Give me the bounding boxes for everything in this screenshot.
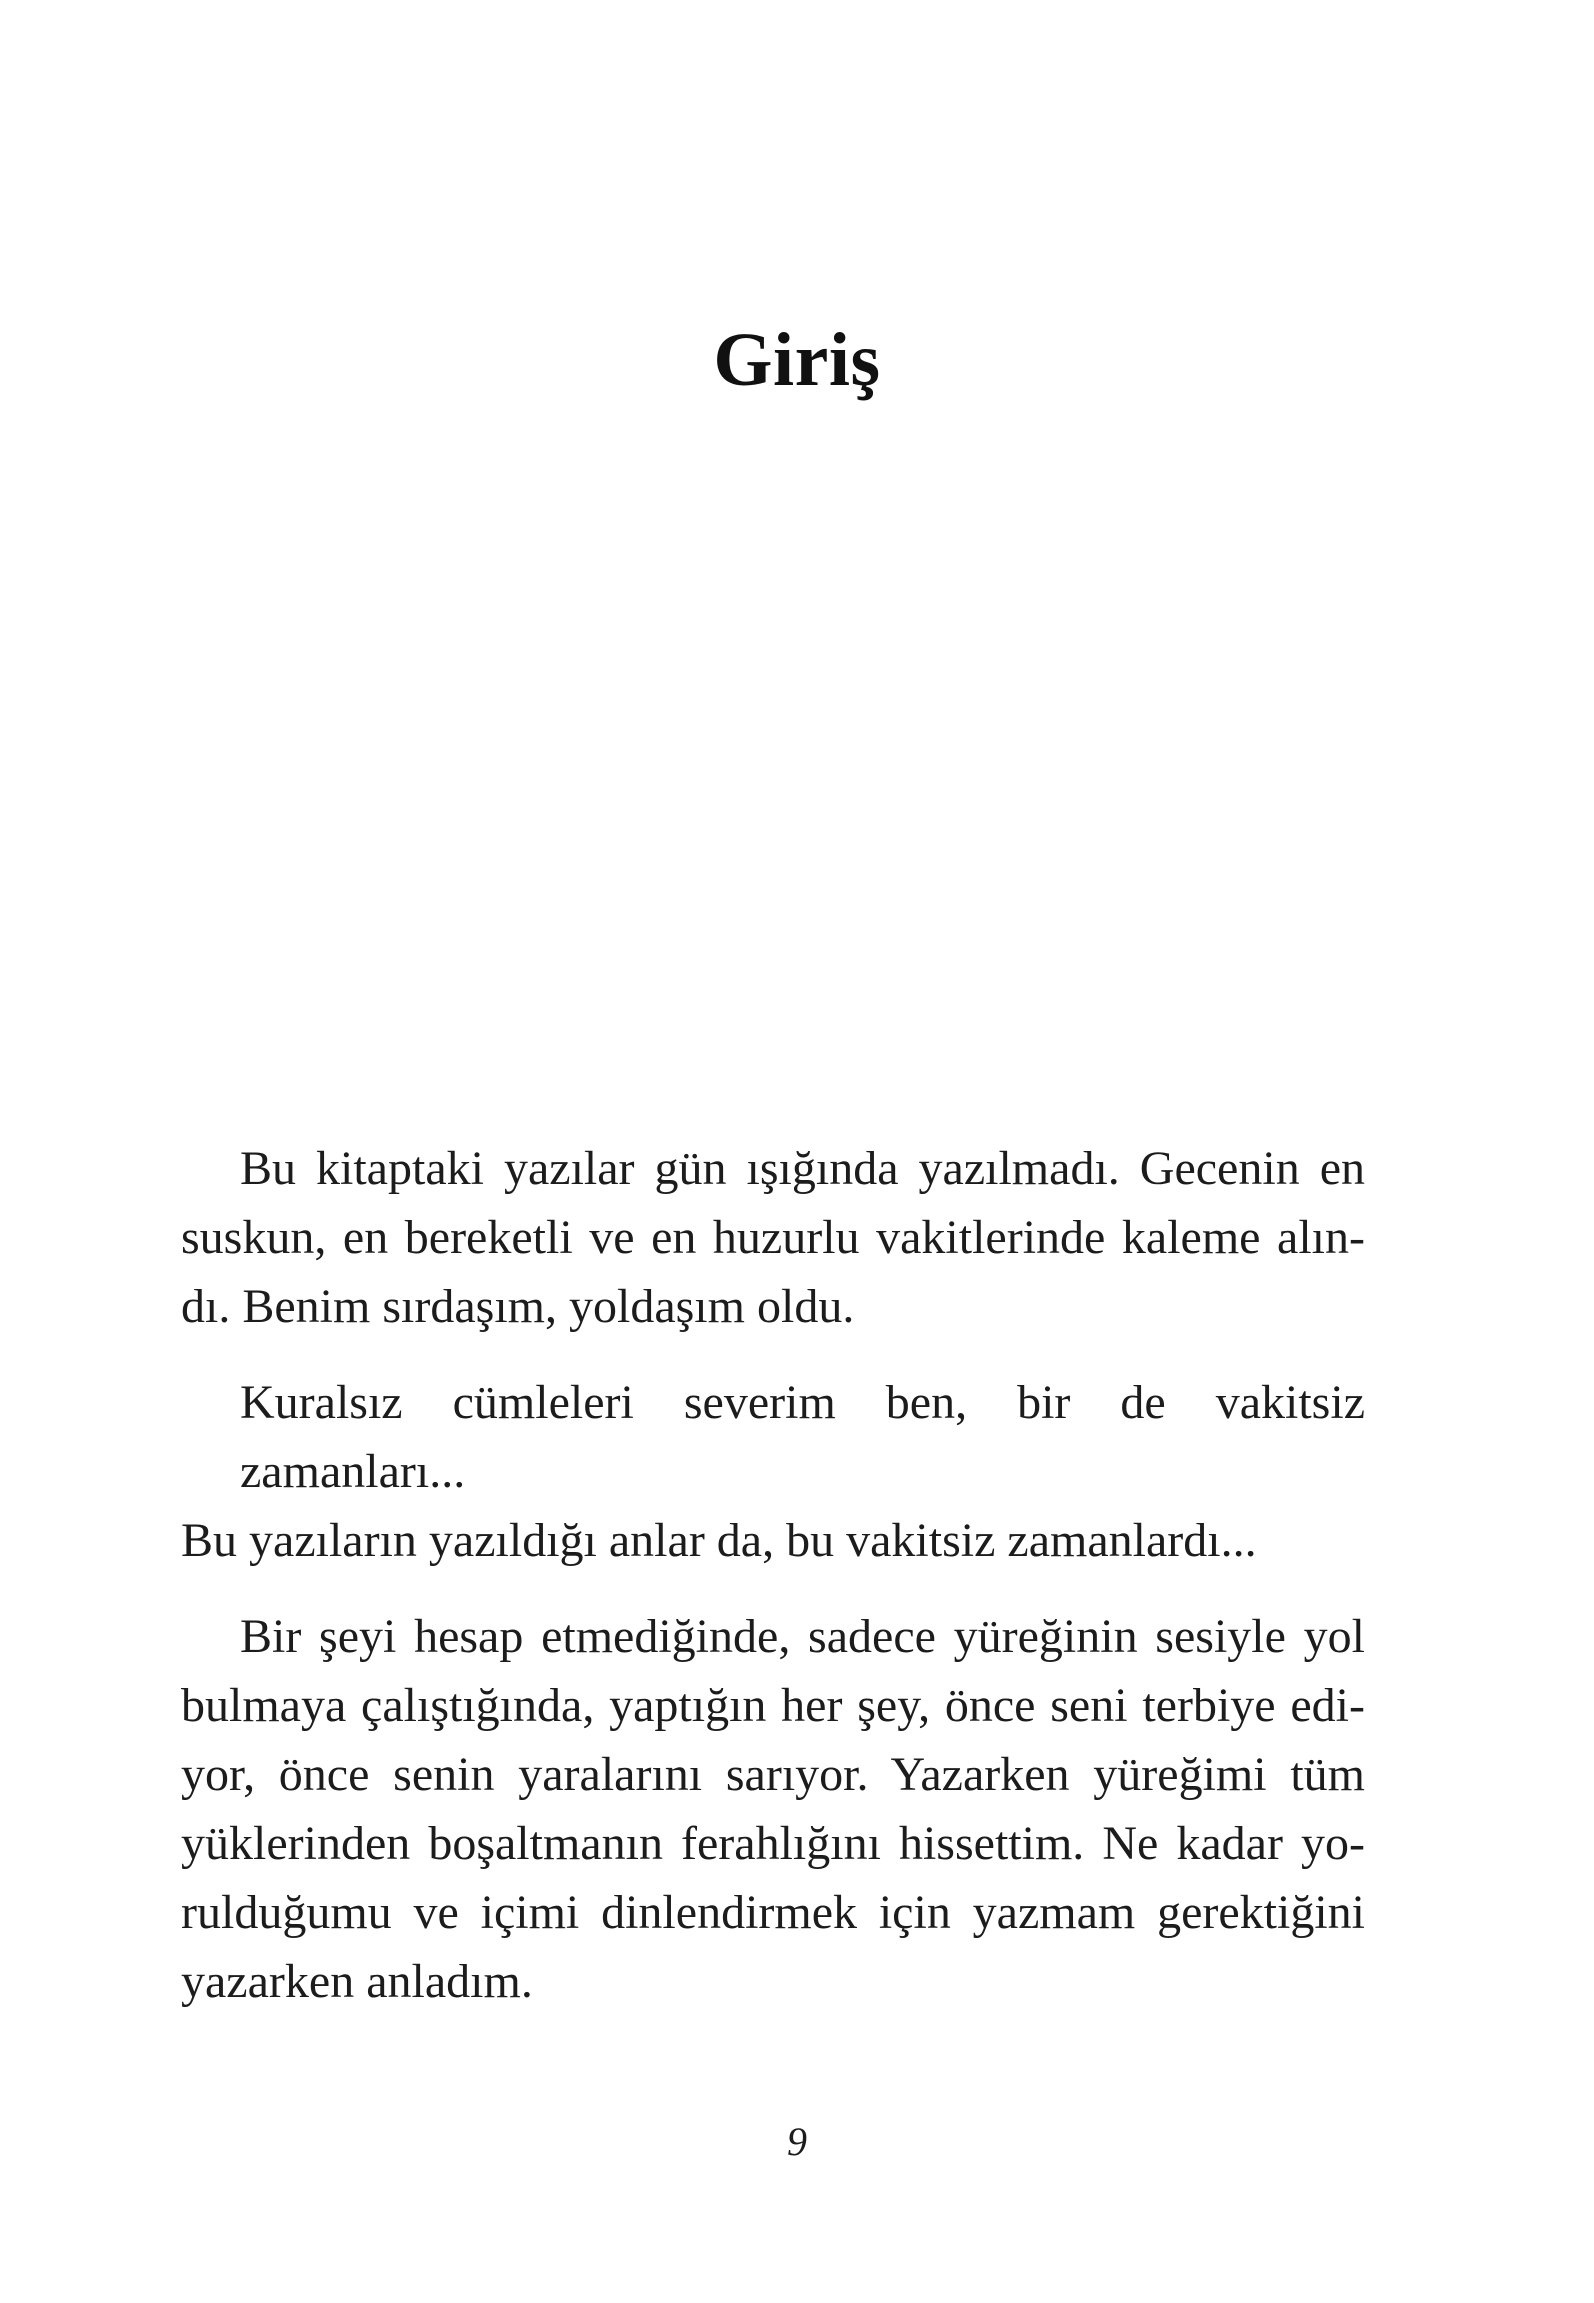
paragraph-line: Bu yazıların yazıldığı anlar da, bu vakitsiz zamanlardı... [181,1514,1257,1567]
paragraph-line: Bu kitaptaki yazılar gün ışığında yazılmadı. Gecenin en [240,1142,1365,1195]
paragraph-line: yazarken anladım. [181,1955,533,2008]
paragraph-line: yüklerinden boşaltmanın ferahlığını hissettim. Ne kadar yo- [181,1817,1365,1870]
paragraph-3 [181,1602,1365,2016]
paragraph-line: rulduğumu ve içimi dinlendirmek için yazmam gerektiğini [181,1886,1365,1939]
paragraph-line: yor, önce senin yaralarını sarıyor. Yazarken yüreğimi tüm [181,1748,1365,1801]
paragraph-line: suskun, en bereketli ve en huzurlu vakitlerinde kaleme alın- [181,1211,1365,1264]
paragraph-line: Kuralsız cümleleri severim ben, bir de vakitsiz zamanları... [240,1376,1365,1498]
paragraph-2 [181,1368,1365,1575]
paragraph-line: bulmaya çalıştığında, yaptığın her şey, önce seni terbiye edi- [181,1679,1365,1732]
body-text [181,1134,1365,2016]
paragraph-1 [181,1134,1365,1341]
page-number: 9 [787,2119,807,2164]
paragraph-line: Bir şeyi hesap etmediğinde, sadece yüreğinin sesiyle yol [240,1610,1365,1663]
chapter-title: Giriş [713,317,881,402]
paragraph-line: dı. Benim sırdaşım, yoldaşım oldu. [181,1280,855,1333]
